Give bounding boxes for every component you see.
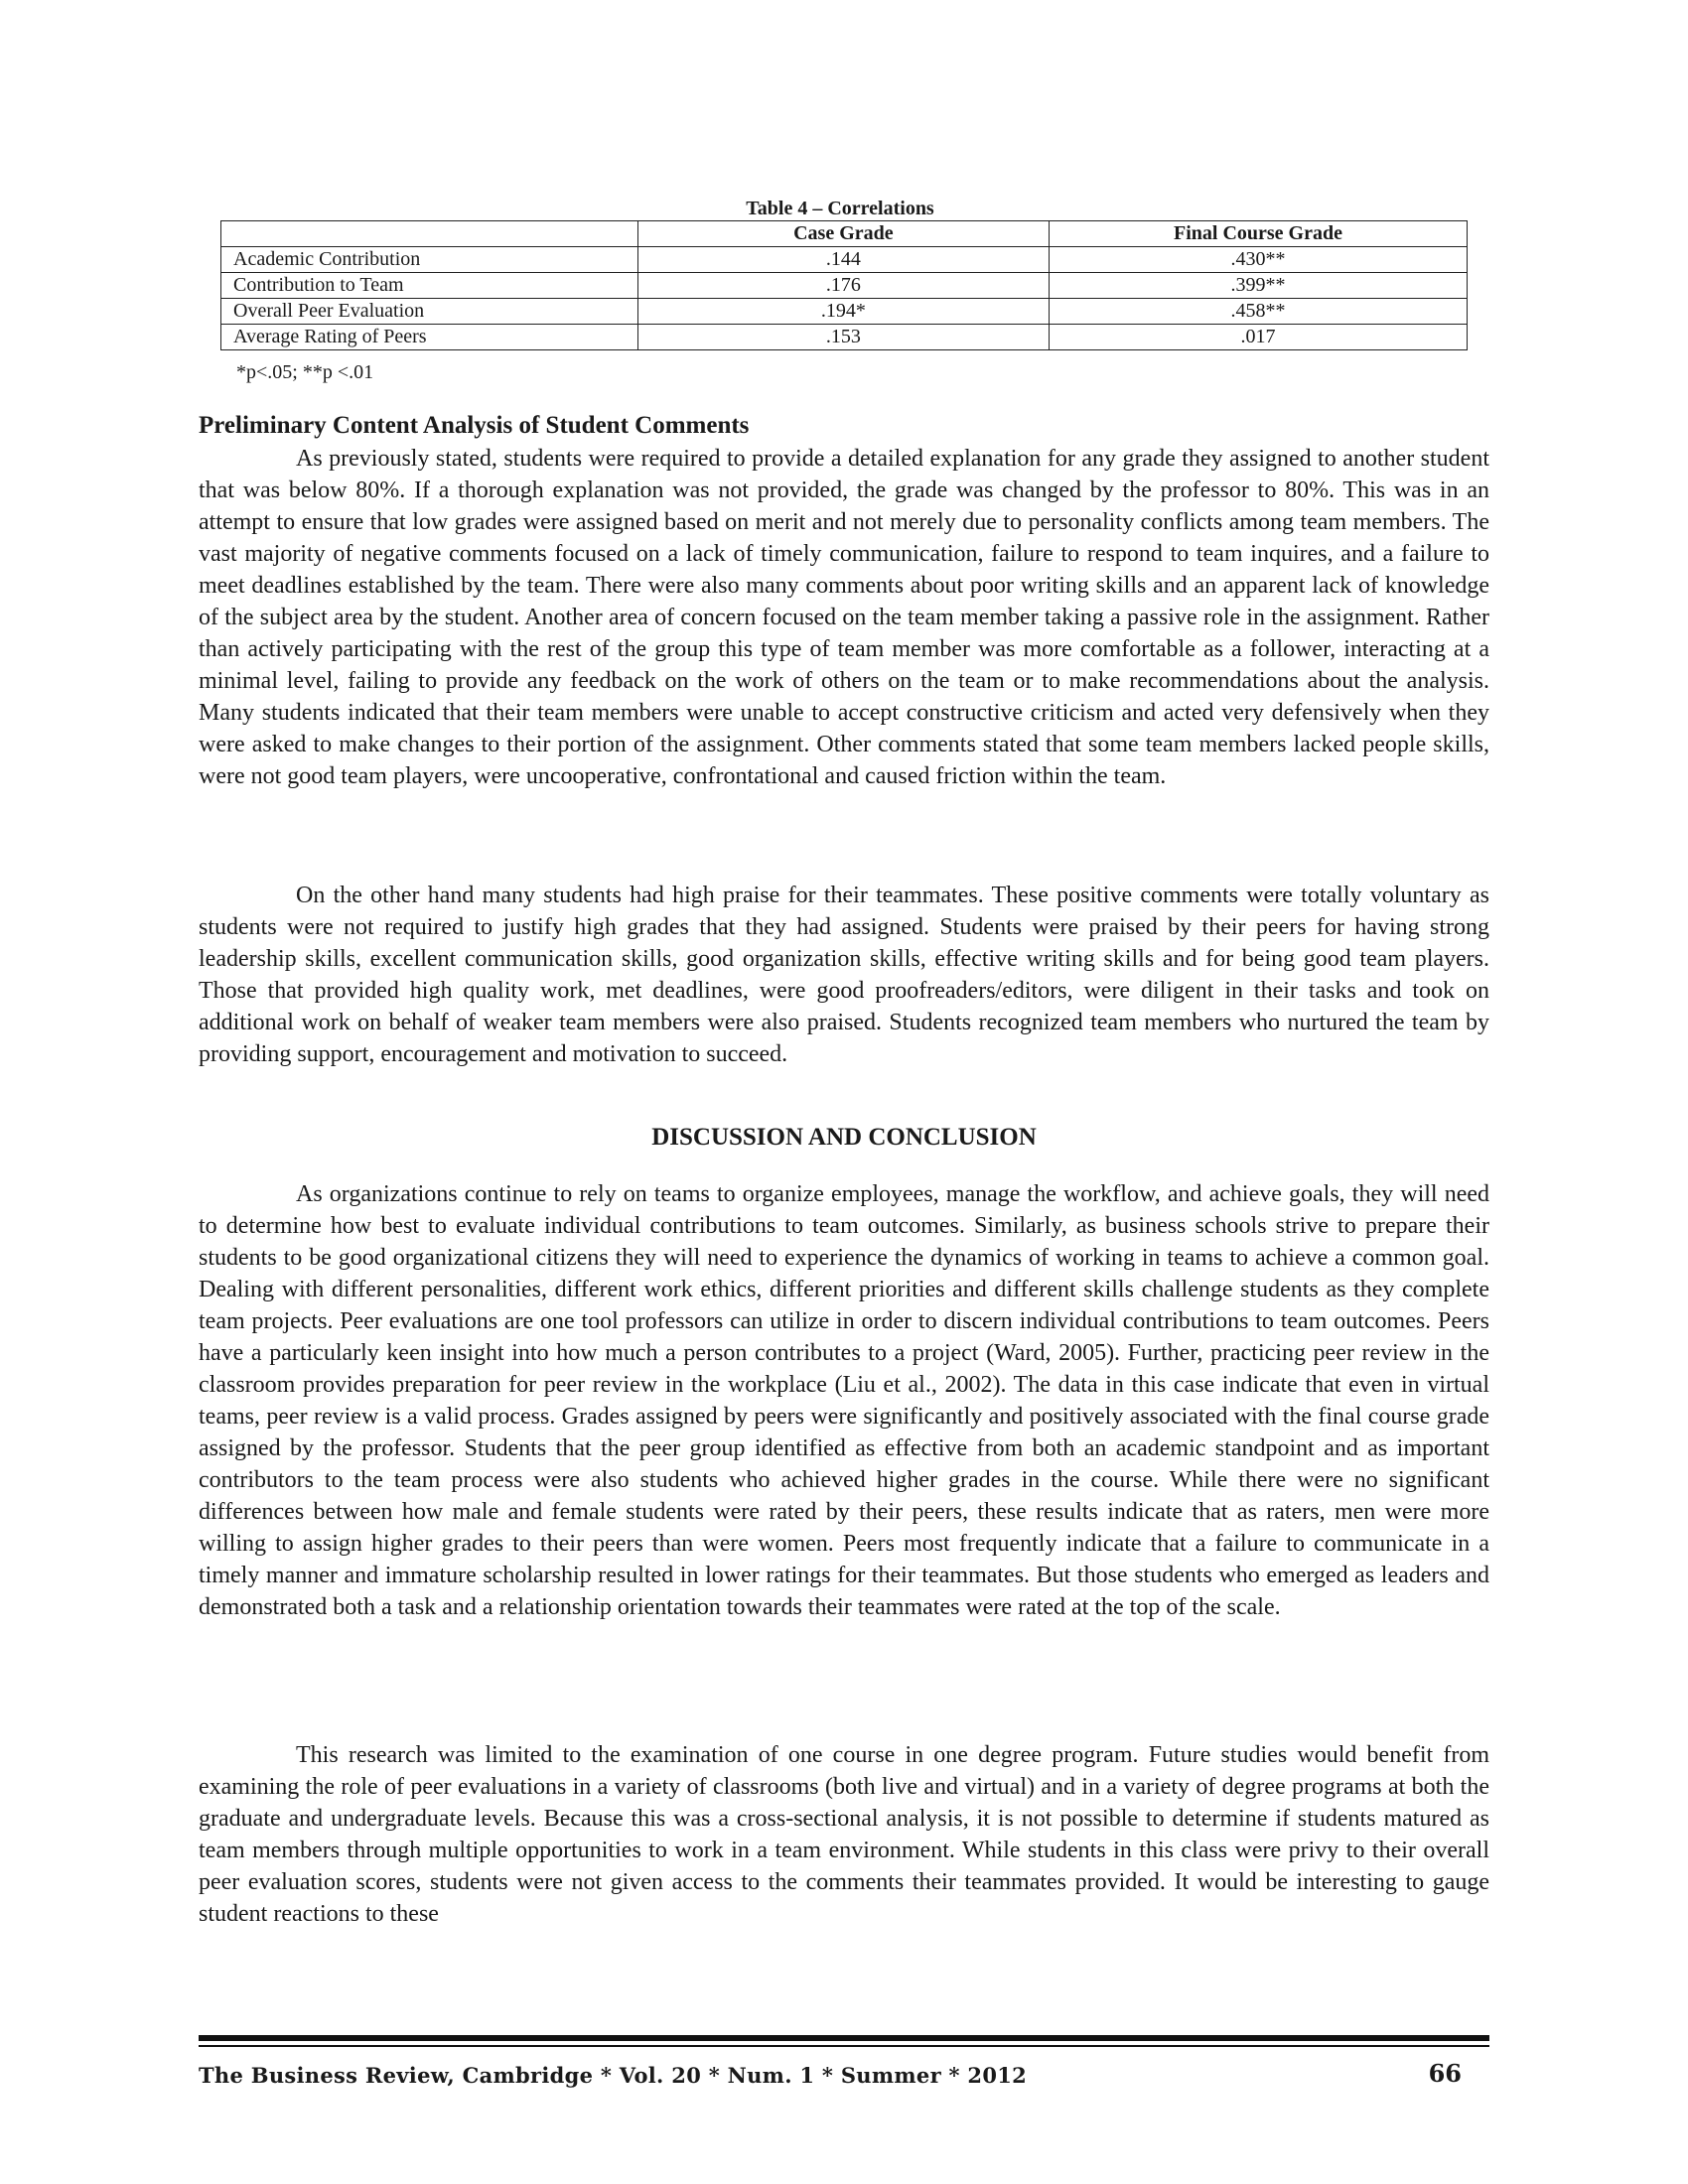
paragraph: This research was limited to the examination of one course in one degree program. Future studies would benefit from examining the role of peer evaluations in a variety of classrooms (both live and virtual) and in a variety of degree programs at both the graduate and undergraduate levels. Because this was a cross-sectional analysis, it is not possible to determine if students matured as team members through multiple opportunities to work in a team environment. While students in this class were privy to their overall peer evaluation scores, students were not given access to the comments their teammates provided. It would be interesting to gauge student reactions to these (199, 1742, 1489, 1927)
case-grade-cell: .194* (637, 299, 1049, 325)
correlations-table (220, 220, 1468, 350)
paragraph: As organizations continue to rely on teams to organize employees, manage the workflow, and achieve goals, they will need to determine how best to evaluate individual contributions to team outcomes. Similarly, as business schools strive to prepare their students to be good organizational citizens they will need to experience the dynamics of working in teams to achieve a common goal. Dealing with different personalities, different work ethics, different priorities and different skills challenge students as they complete team projects. Peer evaluations are one tool professors can utilize in order to discern individual contributions to team outcomes. Peers have a particularly keen insight into how much a person contributes to a project (Ward, 2005). Further, practicing peer review in the classroom provides preparation for peer review in the workplace (Liu et al., 2002). The data in this case indicate that even in virtual teams, peer review is a valid process. Grades assigned by peers were significantly and positively associated with the final course grade assigned by the professor. Students that the peer group identified as effective from both an academic standpoint and as important contributors to the team process were also students who achieved higher grades in the course. While there were no significant differences between how male and female students were rated by their peers, these results indicate that as raters, men were more willing to assign higher grades to their peers than were women. Peers most frequently indicate that a failure to communicate in a timely manner and immature scholarship resulted in lower ratings for their teammates. But those students who emerged as leaders and demonstrated both a task and a relationship orientation towards their teammates were rated at the top of the scale. (199, 1181, 1489, 1620)
journal-citation: The Business Review, Cambridge * Vol. 20 * Num. 1 * Summer * 2012 (199, 2063, 1028, 2088)
row-label: Contribution to Team (221, 273, 638, 299)
case-grade-cell: .144 (637, 247, 1049, 273)
table-header-row (221, 221, 1468, 247)
case-grade-cell: .176 (637, 273, 1049, 299)
table-row (221, 299, 1468, 325)
row-label: Overall Peer Evaluation (221, 299, 638, 325)
table-significance-note: *p<.05; **p <.01 (236, 361, 374, 383)
final-grade-cell: .430** (1050, 247, 1468, 273)
page-number: 66 (1428, 2059, 1462, 2088)
section-heading: Preliminary Content Analysis of Student Comments (199, 412, 750, 439)
row-label: Academic Contribution (221, 247, 638, 273)
footer-rule-thin (199, 2045, 1489, 2047)
final-grade-cell: .399** (1050, 273, 1468, 299)
table-header-case-grade: Case Grade (637, 221, 1049, 247)
table-header-final-grade: Final Course Grade (1050, 221, 1468, 247)
footer-rule (199, 2035, 1489, 2041)
table-row (221, 325, 1468, 350)
table-title: Table 4 – Correlations (746, 198, 934, 219)
final-grade-cell: .017 (1050, 325, 1468, 350)
row-label: Average Rating of Peers (221, 325, 638, 350)
table-header-blank (221, 221, 638, 247)
case-grade-cell: .153 (637, 325, 1049, 350)
table-row (221, 273, 1468, 299)
section-heading: DISCUSSION AND CONCLUSION (651, 1124, 1037, 1151)
table-row (221, 247, 1468, 273)
final-grade-cell: .458** (1050, 299, 1468, 325)
paragraph: As previously stated, students were required to provide a detailed explanation for any grade they assigned to another student that was below 80%. If a thorough explanation was not provided, the grade was changed by the professor to 80%. This was in an attempt to ensure that low grades were assigned based on merit and not merely due to personality conflicts among team members. The vast majority of negative comments focused on a lack of timely communication, failure to respond to team inquires, and a failure to meet deadlines established by the team. There were also many comments about poor writing skills and an apparent lack of knowledge of the subject area by the student. Another area of concern focused on the team member taking a passive role in the assignment. Rather than actively participating with the rest of the group this type of team member was more comfortable as a follower, interacting at a minimal level, failing to provide any feedback on the work of others on the team or to make recommendations about the analysis. Many students indicated that their team members were unable to accept constructive criticism and acted very defensively when they were asked to make changes to their portion of the assignment. Other comments stated that some team members lacked people skills, were not good team players, were uncooperative, confrontational and caused friction within the team. (199, 446, 1489, 789)
paragraph: On the other hand many students had high praise for their teammates. These positive comments were totally voluntary as students were not required to justify high grades that they had assigned. Students were praised by their peers for having strong leadership skills, excellent communication skills, good organization skills, effective writing skills and for being good team players. Those that provided high quality work, met deadlines, were good proofreaders/editors, were diligent in their tasks and took on additional work on behalf of weaker team members were also praised. Students recognized team members who nurtured the team by providing support, encouragement and motivation to succeed. (199, 883, 1489, 1067)
